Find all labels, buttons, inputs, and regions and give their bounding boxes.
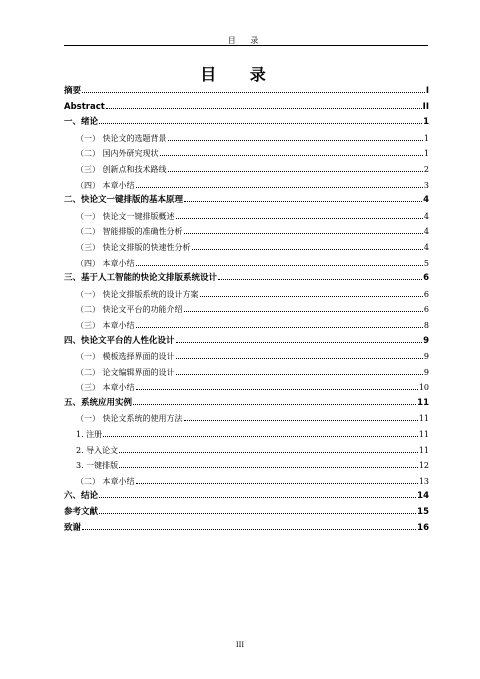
toc-entry-text: 致谢: [64, 522, 82, 533]
toc-entry-page-number: 2: [423, 164, 429, 174]
toc-entry-page-number: 15: [417, 507, 429, 518]
dot-leader: [82, 92, 425, 93]
toc-entry-page-number: 11: [418, 430, 429, 440]
toc-entry-text: 二、快论文一键排版的基本原理: [64, 195, 184, 206]
toc-entry-page-number: 6: [423, 305, 429, 315]
dot-leader: [99, 123, 422, 124]
toc-entry-page-number: 1: [423, 149, 429, 159]
toc-entry-text: （三） 快论文排版的快速性分析: [76, 242, 191, 252]
header-rule: [64, 45, 428, 46]
toc-entry-text: （四） 本章小结: [76, 258, 135, 268]
dot-leader: [176, 218, 423, 219]
toc-entry-page-number: 4: [423, 242, 429, 252]
toc-entry[interactable]: [64, 131, 429, 147]
toc-entry-text: 3. 一键排版: [76, 461, 119, 471]
dot-leader: [168, 140, 423, 141]
toc-entry-page-number: 6: [423, 289, 429, 299]
toc-entry-text: 1. 注册: [76, 430, 103, 440]
dot-leader: [218, 279, 422, 280]
toc-entry[interactable]: [64, 162, 429, 178]
toc-entry-text: （二） 快论文平台的功能介绍: [76, 305, 183, 315]
toc-entry-page-number: 11: [418, 414, 429, 424]
toc-entry-text: （三） 创新点和技术路线: [76, 164, 167, 174]
toc-entry-page-number: 4: [423, 195, 429, 206]
dot-leader: [119, 467, 418, 468]
toc-entry[interactable]: [64, 100, 429, 116]
toc-entry[interactable]: [64, 84, 429, 100]
toc-entry-page-number: 14: [417, 491, 429, 502]
toc-entry-text: （三） 本章小结: [76, 383, 135, 393]
toc-entry[interactable]: [64, 521, 429, 537]
running-header: 目 录: [227, 36, 265, 45]
toc-entry-text: （一） 模板选择界面的设计: [76, 352, 175, 362]
dot-leader: [136, 389, 418, 390]
toc-entry[interactable]: [64, 302, 429, 318]
dot-leader: [192, 249, 423, 250]
toc-entry[interactable]: [64, 178, 429, 194]
toc-entry-page-number: 4: [423, 227, 429, 237]
toc-entry[interactable]: [64, 209, 429, 225]
toc-entry-page-number: 11: [418, 445, 429, 455]
dot-leader: [176, 358, 423, 359]
toc-entry-page-number: 16: [417, 522, 429, 533]
toc-entry[interactable]: [64, 427, 429, 443]
toc-entry[interactable]: [64, 380, 429, 396]
dot-leader: [103, 436, 418, 437]
toc-entry[interactable]: [64, 115, 429, 131]
toc-entry[interactable]: [64, 146, 429, 162]
dot-leader: [184, 233, 423, 234]
dot-leader: [136, 187, 423, 188]
toc-entry-page-number: 5: [423, 258, 429, 268]
toc-entry-page-number: 13: [418, 476, 429, 486]
dot-leader: [99, 513, 416, 514]
toc-entry-page-number: 9: [423, 335, 429, 346]
toc-entry[interactable]: [64, 474, 429, 490]
toc-entry-page-number: I: [425, 86, 429, 96]
toc-entry-text: 三、基于人工智能的快论文排版系统设计: [64, 273, 218, 284]
dot-leader: [106, 108, 422, 109]
dot-leader: [200, 296, 423, 297]
toc-entry-page-number: 6: [423, 273, 429, 284]
toc-entry[interactable]: [64, 458, 429, 474]
toc-entry-text: （一） 快论文一键排版概述: [76, 211, 175, 221]
dot-leader: [82, 529, 416, 530]
toc-entry[interactable]: [64, 256, 429, 272]
dot-leader: [176, 342, 423, 343]
toc-entry[interactable]: [64, 349, 429, 365]
toc-entry[interactable]: [64, 193, 429, 209]
dot-leader: [168, 171, 423, 172]
toc-entry-text: （二） 本章小结: [76, 476, 135, 486]
toc-entry[interactable]: [64, 365, 429, 381]
toc-entry-text: 摘要: [64, 86, 82, 96]
dot-leader: [133, 404, 416, 405]
dot-leader: [119, 452, 418, 453]
dot-leader: [136, 265, 423, 266]
toc-entry[interactable]: [64, 443, 429, 459]
toc-entry-text: 四、快论文平台的人性化设计: [64, 335, 175, 346]
toc-entry-text: （一） 快论文系统的使用方法: [76, 414, 183, 424]
toc-entry-text: 一、绪论: [64, 117, 99, 128]
toc-entry-page-number: 9: [423, 367, 429, 377]
dot-leader: [99, 497, 416, 498]
toc-entry-text: （三） 本章小结: [76, 320, 135, 330]
toc-entry-text: （二） 智能排版的准确性分析: [76, 227, 183, 237]
toc-entry-page-number: 1: [423, 117, 429, 128]
toc-entry[interactable]: [64, 318, 429, 334]
toc-entry-text: 五、系统应用实例: [64, 397, 133, 408]
toc-entry[interactable]: [64, 489, 429, 505]
dot-leader: [184, 420, 418, 421]
toc-entry[interactable]: [64, 271, 429, 287]
toc-entry[interactable]: [64, 287, 429, 303]
toc-entry-page-number: 9: [423, 352, 429, 362]
toc-entry-page-number: 1: [423, 133, 429, 143]
toc-entry-text: （二） 论文编辑界面的设计: [76, 367, 175, 377]
toc-entry-page-number: 4: [423, 211, 429, 221]
toc-entry-text: Abstract: [64, 101, 105, 112]
toc-entry-text: （二） 国内外研究现状: [76, 149, 159, 159]
toc-entry-page-number: 10: [418, 383, 429, 393]
dot-leader: [160, 155, 423, 156]
toc-entry[interactable]: [64, 240, 429, 256]
toc-entry[interactable]: [64, 224, 429, 240]
toc-entry-page-number: 8: [423, 320, 429, 330]
dot-leader: [184, 311, 423, 312]
toc-entry-text: 参考文献: [64, 507, 99, 518]
toc-entry-text: （一） 快论文排版系统的设计方案: [76, 289, 199, 299]
dot-leader: [136, 483, 418, 484]
toc-entry-text: 2. 导入论文: [76, 445, 119, 455]
toc-entry-page-number: 11: [417, 397, 429, 408]
toc-title: 目 录: [200, 65, 280, 84]
dot-leader: [176, 374, 423, 375]
table-of-contents: [64, 84, 429, 536]
toc-entry[interactable]: [64, 505, 429, 521]
toc-entry[interactable]: [64, 334, 429, 350]
toc-entry[interactable]: [64, 411, 429, 427]
toc-entry-page-number: II: [422, 101, 429, 112]
dot-leader: [184, 201, 422, 202]
toc-entry-text: 六、结论: [64, 491, 99, 502]
dot-leader: [136, 327, 423, 328]
toc-entry-text: （四） 本章小结: [76, 180, 135, 190]
toc-entry-page-number: 12: [418, 461, 429, 471]
toc-entry-text: （一） 快论文的选题背景: [76, 133, 167, 143]
toc-entry[interactable]: [64, 396, 429, 412]
toc-entry-page-number: 3: [423, 180, 429, 190]
page-number: III: [235, 641, 245, 649]
